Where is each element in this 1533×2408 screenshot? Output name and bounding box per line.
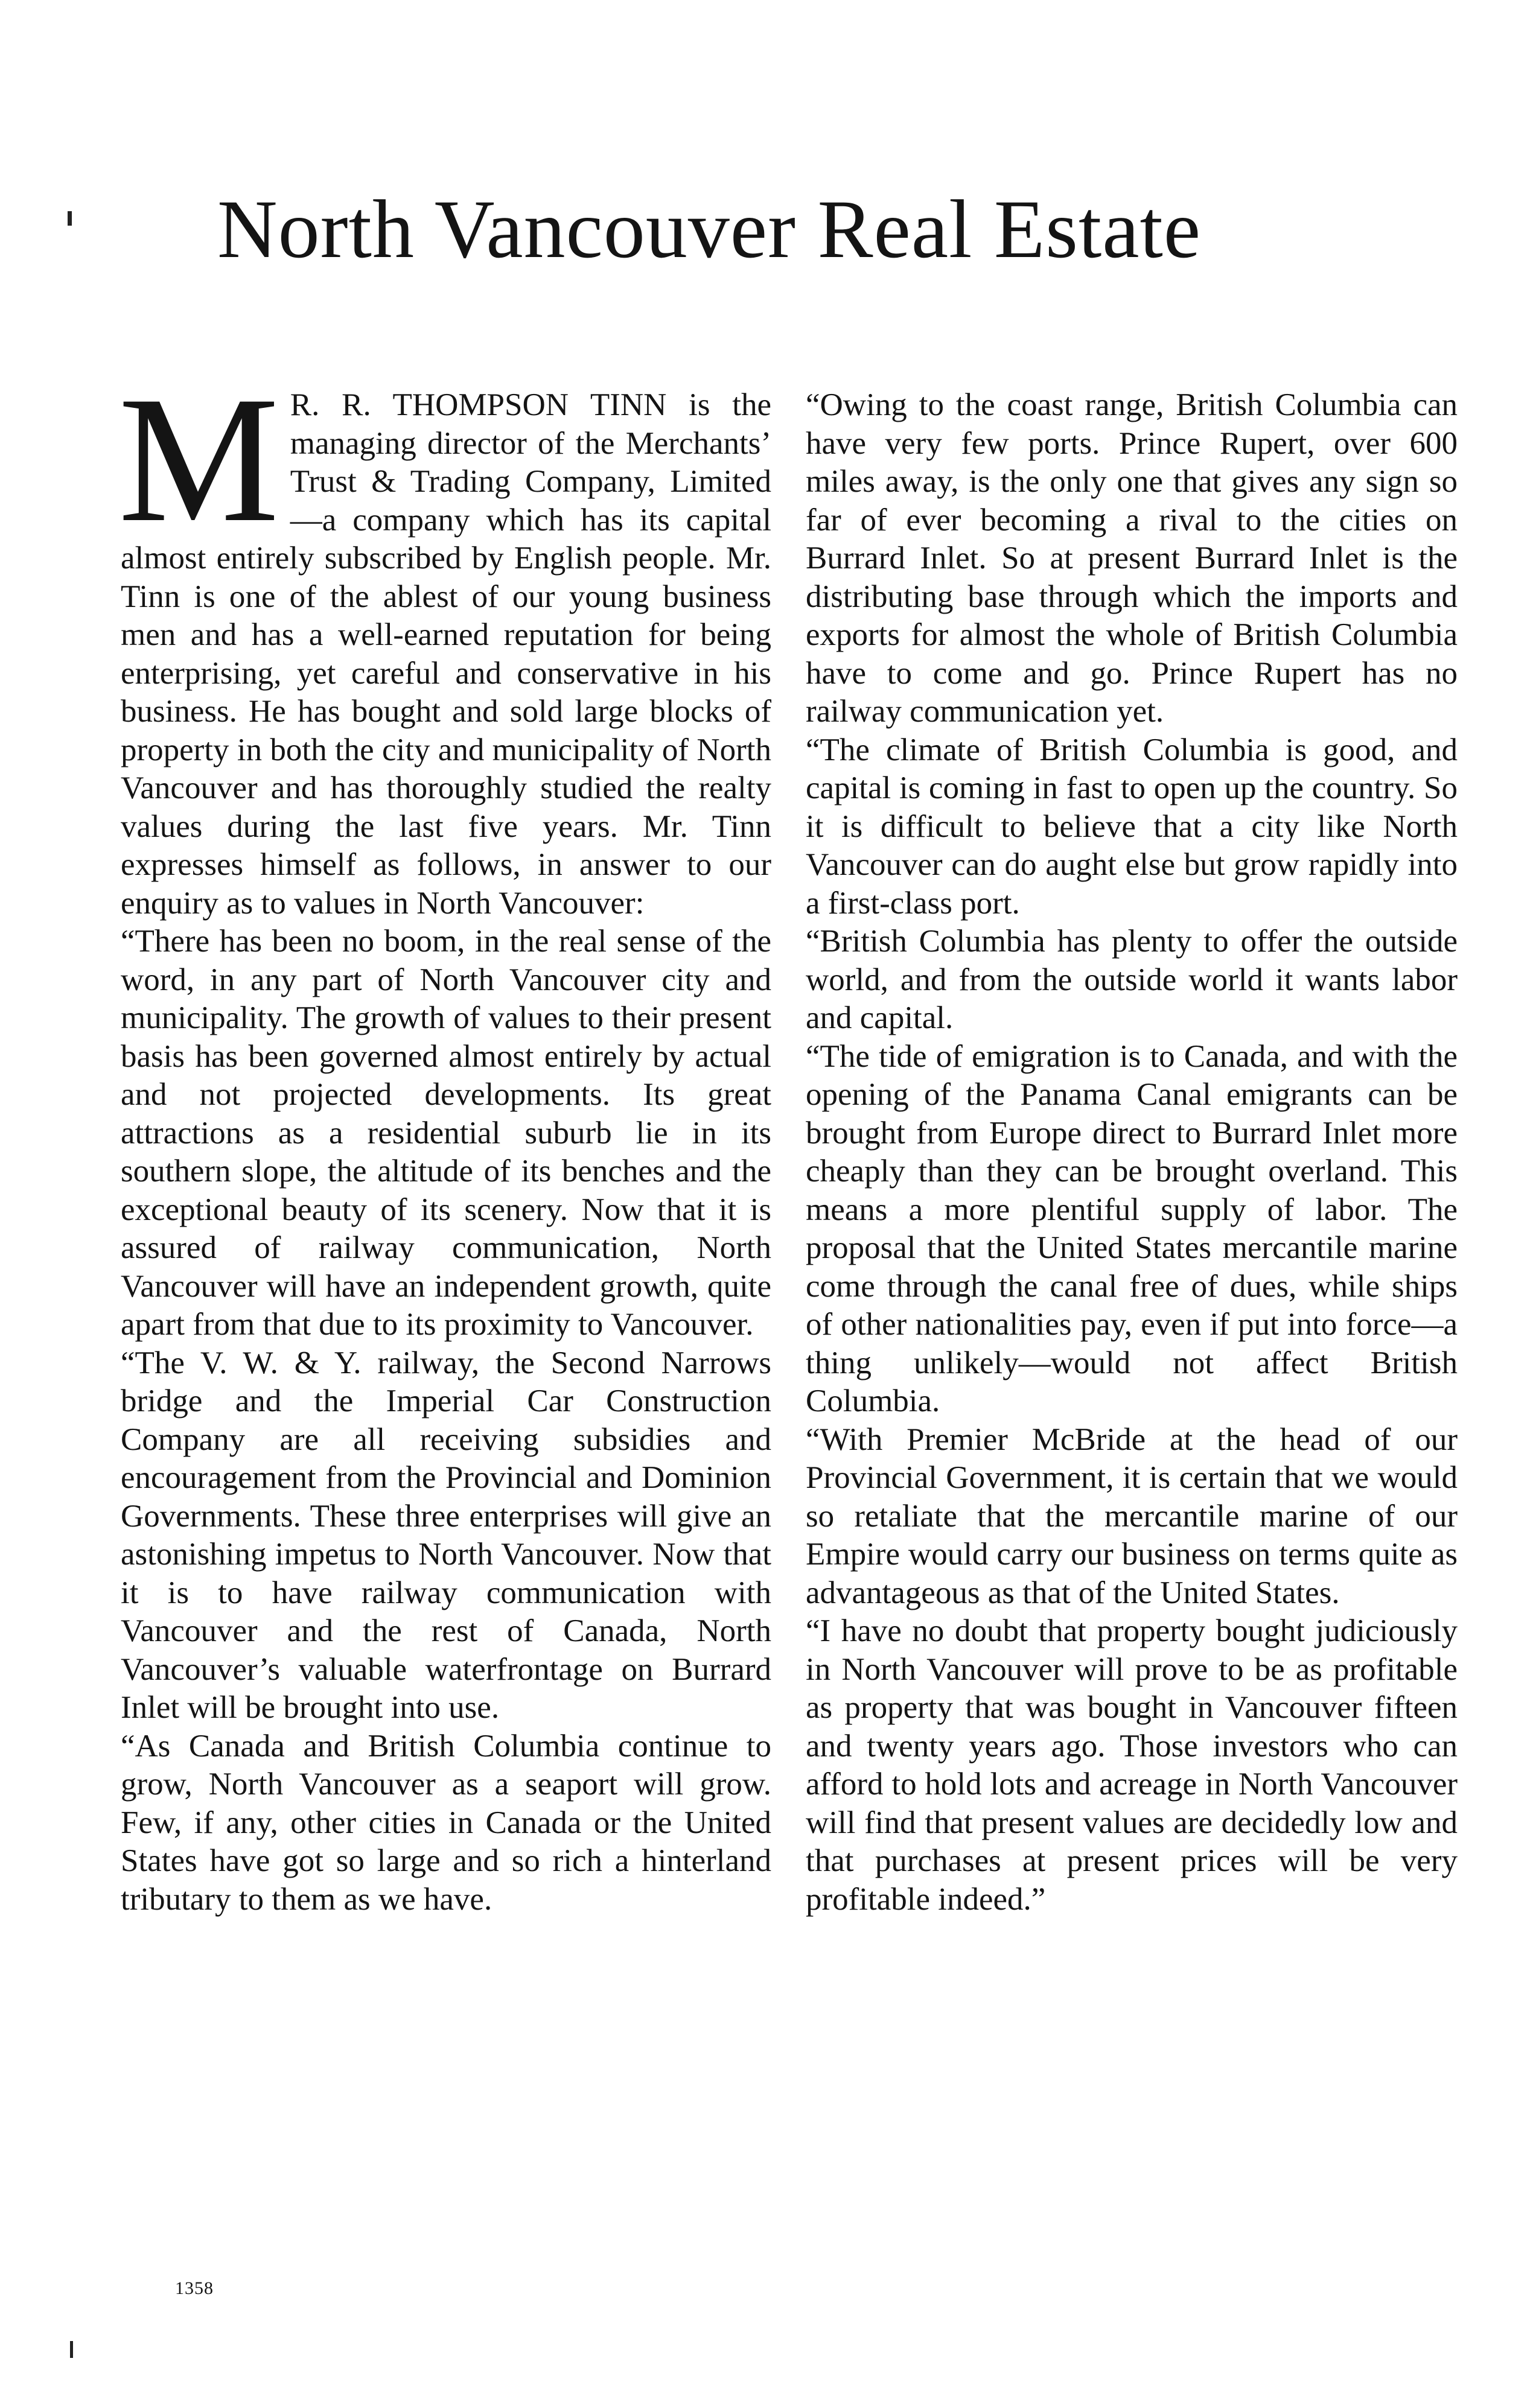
right-column	[806, 386, 1458, 1919]
paragraph: “I have no doubt that property bought judiciously in North Vancouver will prove to be as profitable as property that was bought in Vancouver fifteen and twenty years ago. Those investors who can afford to hold lots and acreage in North Vancouver will find that present values are decidedly low and that purchases at present prices will be very profitable indeed.”	[806, 1613, 1458, 1917]
paragraph: “The V. W. & Y. railway, the Second Narrows bridge and the Imperial Car Construction Company are all receiving subsidies and encouragement from the Provincial and Dominion Governments. These three enterprises will give an astonishing impetus to North Vancouver. Now that it is to have railway communication with Vancouver and the rest of Canada, North Vancouver’s valuable waterfrontage on Burrard Inlet will be brought into use.	[121, 1345, 771, 1725]
paragraph: “British Columbia has plenty to offer the outside world, and from the outside world it wants labor and capital.	[806, 924, 1458, 1035]
paragraph: “The tide of emigration is to Canada, and with the opening of the Panama Canal emigrants can be brought from Europe direct to Burrard Inlet more cheaply than they can be brought overland. This means a more plentiful supply of labor. The proposal that the United States mercantile marine come through the canal free of dues, while ships of other nationalities pay, even if put into force—a thing unlikely—would not affect British Columbia.	[806, 1038, 1458, 1418]
paragraph: “With Premier McBride at the head of our Provincial Government, it is certain that we would so retaliate that the mercantile marine of our Empire would carry our business on terms quite as advantageous as that of the United States.	[806, 1422, 1458, 1610]
drop-cap: M	[118, 359, 279, 559]
paragraph: “Owing to the coast range, British Columbia can have very few ports. Prince Rupert, over 600 miles away, is the only one that gives any sign so far of ever becoming a rival to the cities on Burrard Inlet. So at present Burrard Inlet is the distributing base through which the imports and exports for almost the whole of British Columbia have to come and go. Prince Rupert has no railway communication yet.	[806, 387, 1458, 729]
left-column	[118, 359, 771, 1919]
paragraph: “As Canada and British Columbia continue to grow, North Vancouver as a seaport will grow. Few, if any, other cities in Canada or the United States have got so large and so rich a hinterland tributary to them as we have.	[121, 1728, 771, 1917]
paragraph: R. R. THOMPSON TINN is the managing director of the Merchants’ Trust & Trading Company, Limited —a company which has its capital almost entirely subscribed by English people. Mr. Tinn is one of the ablest of our young business men and has a well-earned reputation for being enterprising, yet careful and conservative in his business. He has bought and sold large blocks of property in both the city and municipality of North Vancouver and has thoroughly studied the realty values during the last five years. Mr. Tinn expresses himself as follows, in answer to our enquiry as to values in North Vancouver:	[121, 387, 771, 921]
paragraph: “There has been no boom, in the real sense of the word, in any part of North Vancouver city and municipality. The growth of values to their present basis has been governed almost entirely by actual and not projected developments. Its great attractions as a residential suburb lie in its southern slope, the altitude of its benches and the exceptional beauty of its scenery. Now that it is assured of railway communication, North Vancouver will have an independent growth, quite apart from that due to its proximity to Vancouver.	[121, 924, 771, 1342]
scan-speck-top-left	[68, 211, 72, 226]
scan-speck-bottom-left	[70, 2341, 73, 2358]
page-number: 1358	[175, 2278, 214, 2298]
paragraph: “The climate of British Columbia is good, and capital is coming in fast to open up the country. So it is difficult to believe that a city like North Vancouver can do aught else but grow rapidly into a first-class port.	[806, 732, 1458, 921]
article-title: North Vancouver Real Estate	[217, 183, 1202, 275]
